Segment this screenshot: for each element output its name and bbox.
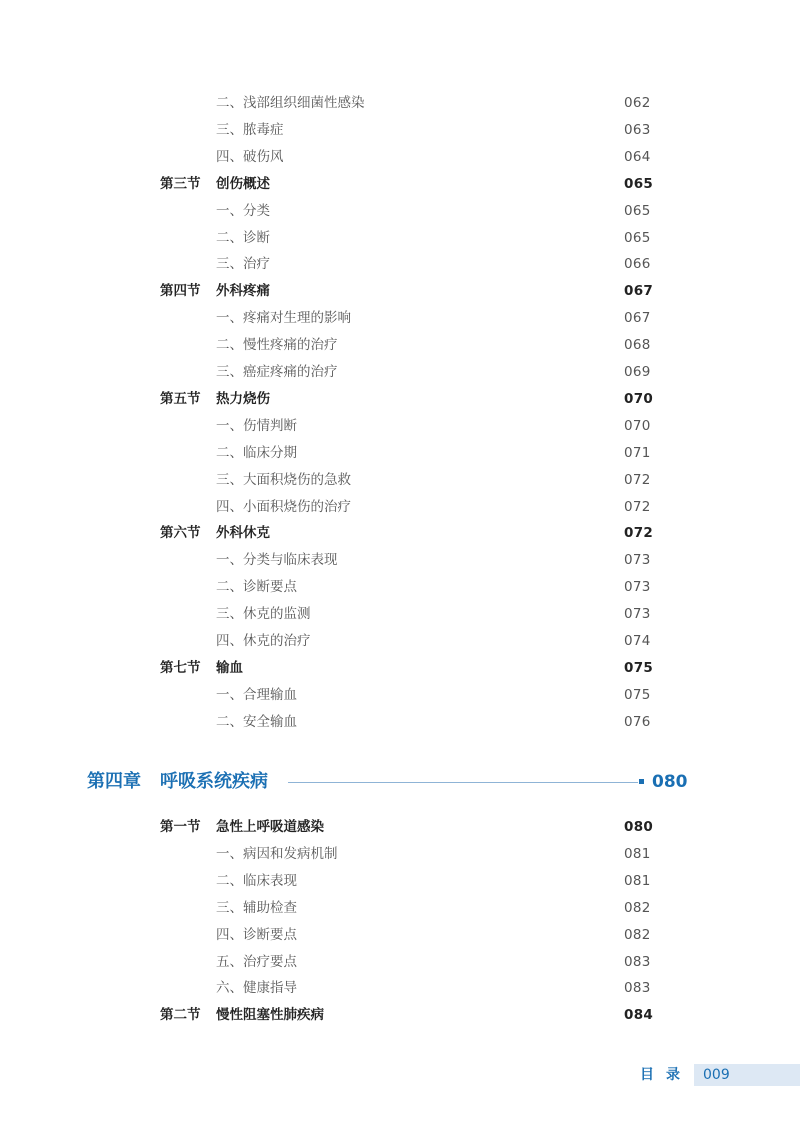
toc-section-entry[interactable] xyxy=(0,520,800,547)
chapter-heading[interactable] xyxy=(0,768,800,796)
toc-item-entry[interactable] xyxy=(0,628,800,655)
chapter-leader-dot xyxy=(639,779,644,784)
page-number: 073 xyxy=(624,552,651,569)
page-number: 068 xyxy=(624,337,651,354)
page-number: 076 xyxy=(624,713,651,730)
item-label: 二、诊断要点 xyxy=(216,579,297,596)
toc-item-entry[interactable] xyxy=(0,117,800,144)
chapter-title: 呼吸系统疾病 xyxy=(160,771,268,792)
item-label: 五、治疗要点 xyxy=(216,953,297,970)
section-title: 慢性阻塞性肺疾病 xyxy=(216,1007,324,1024)
toc-item-entry[interactable] xyxy=(0,922,800,949)
item-label: 四、诊断要点 xyxy=(216,926,297,943)
item-label: 四、小面积烧伤的治疗 xyxy=(216,498,351,515)
item-label: 一、伤情判断 xyxy=(216,417,297,434)
page-number: 062 xyxy=(624,95,651,111)
item-label: 三、大面积烧伤的急救 xyxy=(216,471,351,488)
page-number: 065 xyxy=(624,202,651,219)
item-label: 三、癌症疼痛的治疗 xyxy=(216,364,338,380)
footer-label: 目录 xyxy=(640,1067,692,1083)
section-number: 第六节 xyxy=(160,525,201,542)
page-number: 065 xyxy=(624,229,651,246)
page-number: 063 xyxy=(624,121,651,138)
toc-item-entry[interactable] xyxy=(0,251,800,278)
page-number: 082 xyxy=(624,926,651,943)
toc-item-entry[interactable] xyxy=(0,332,800,359)
chapter-number: 第四章 xyxy=(87,771,141,792)
item-label: 二、临床分期 xyxy=(216,444,297,461)
section-title: 热力烧伤 xyxy=(216,390,270,407)
toc-section-entry[interactable] xyxy=(0,814,800,841)
toc-section-entry[interactable] xyxy=(0,386,800,413)
toc-section-entry[interactable] xyxy=(0,278,800,305)
toc-item-entry[interactable] xyxy=(0,305,800,332)
page-number: 066 xyxy=(624,256,651,273)
page-number: 065 xyxy=(624,175,654,192)
toc-item-entry[interactable] xyxy=(0,682,800,709)
toc-item-entry[interactable] xyxy=(0,547,800,574)
page-number: 072 xyxy=(624,498,651,515)
page-number: 081 xyxy=(624,845,651,862)
section-number: 第四节 xyxy=(160,283,201,300)
section-title: 创伤概述 xyxy=(216,175,270,192)
toc-item-entry[interactable] xyxy=(0,949,800,976)
page-number: 074 xyxy=(624,633,651,649)
page-number: 067 xyxy=(624,283,654,300)
toc-item-entry[interactable] xyxy=(0,868,800,895)
toc-item-entry[interactable] xyxy=(0,601,800,628)
toc-item-entry[interactable] xyxy=(0,359,800,386)
page-number: 083 xyxy=(624,980,651,997)
page-number: 081 xyxy=(624,872,651,889)
toc-item-entry[interactable] xyxy=(0,895,800,922)
item-label: 二、诊断 xyxy=(216,229,270,246)
toc-item-entry[interactable] xyxy=(0,144,800,171)
item-label: 六、健康指导 xyxy=(216,980,297,997)
section-number: 第七节 xyxy=(160,659,201,676)
section-number: 第二节 xyxy=(160,1007,201,1024)
item-label: 二、临床表现 xyxy=(216,872,297,889)
toc-item-entry[interactable] xyxy=(0,494,800,521)
item-label: 一、合理输血 xyxy=(216,686,297,703)
page-number: 082 xyxy=(624,899,651,916)
toc-item-entry[interactable] xyxy=(0,574,800,601)
toc-section-entry[interactable] xyxy=(0,171,800,198)
item-label: 一、分类与临床表现 xyxy=(216,552,338,569)
section-title: 外科疼痛 xyxy=(216,283,270,300)
toc-item-entry[interactable] xyxy=(0,198,800,225)
page-number: 067 xyxy=(624,310,651,327)
section-number: 第五节 xyxy=(160,390,201,407)
section-title: 外科休克 xyxy=(216,525,270,542)
toc-item-entry[interactable] xyxy=(0,90,800,117)
item-label: 二、浅部组织细菌性感染 xyxy=(216,95,365,111)
toc-item-entry[interactable] xyxy=(0,225,800,252)
item-label: 一、病因和发病机制 xyxy=(216,845,338,862)
page-number: 072 xyxy=(624,471,651,488)
section-title: 输血 xyxy=(216,659,243,676)
chapter-page-number: 080 xyxy=(652,772,688,792)
toc-item-entry[interactable] xyxy=(0,440,800,467)
item-label: 三、休克的监测 xyxy=(216,606,311,623)
toc-item-entry[interactable] xyxy=(0,841,800,868)
page-number: 070 xyxy=(624,390,654,407)
page-number: 071 xyxy=(624,444,651,461)
section-number: 第一节 xyxy=(160,819,201,835)
page-number: 084 xyxy=(624,1007,654,1024)
chapter-leader-line xyxy=(288,782,638,783)
toc-item-entry[interactable] xyxy=(0,709,800,736)
page-number: 075 xyxy=(624,686,651,703)
toc-item-entry[interactable] xyxy=(0,467,800,494)
section-title: 急性上呼吸道感染 xyxy=(216,819,324,835)
item-label: 三、辅助检查 xyxy=(216,899,297,916)
item-label: 一、分类 xyxy=(216,202,270,219)
page-number: 064 xyxy=(624,148,651,165)
toc-section-entry[interactable] xyxy=(0,655,800,682)
item-label: 三、治疗 xyxy=(216,256,270,273)
toc-item-entry[interactable] xyxy=(0,975,800,1002)
item-label: 二、慢性疼痛的治疗 xyxy=(216,337,338,354)
page-number: 070 xyxy=(624,417,651,434)
page-number: 073 xyxy=(624,606,651,623)
page-number: 072 xyxy=(624,525,654,542)
section-number: 第三节 xyxy=(160,175,201,192)
toc-section-entry[interactable] xyxy=(0,1002,800,1029)
toc-item-entry[interactable] xyxy=(0,413,800,440)
item-label: 四、破伤风 xyxy=(216,148,284,165)
page-number: 080 xyxy=(624,819,654,835)
page-number: 083 xyxy=(624,953,651,970)
page-footer xyxy=(0,1064,800,1086)
item-label: 四、休克的治疗 xyxy=(216,633,311,649)
page-number: 075 xyxy=(624,659,654,676)
item-label: 三、脓毒症 xyxy=(216,121,284,138)
page-number: 069 xyxy=(624,364,651,380)
item-label: 二、安全输血 xyxy=(216,713,297,730)
item-label: 一、疼痛对生理的影响 xyxy=(216,310,351,327)
footer-page-number: 009 xyxy=(703,1067,730,1083)
page-number: 073 xyxy=(624,579,651,596)
